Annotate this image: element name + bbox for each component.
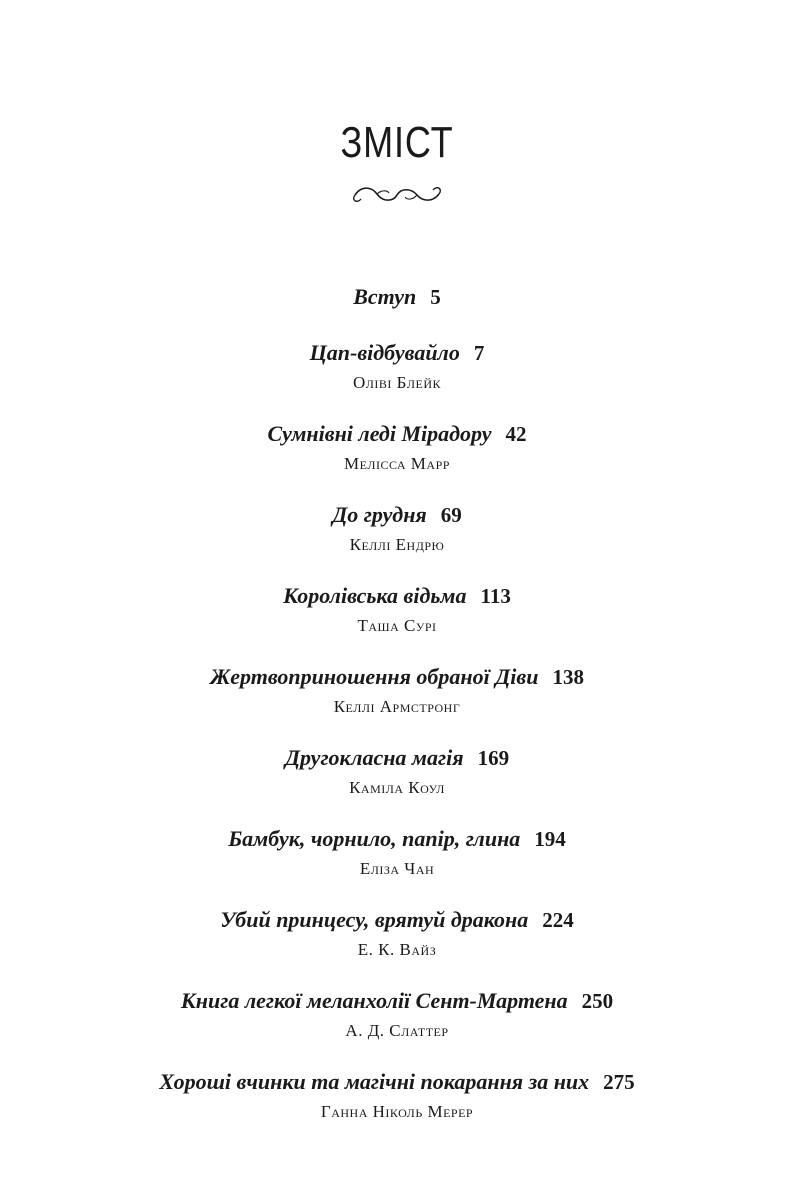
toc-entry-title: Другокласна магія xyxy=(284,745,464,770)
toc-entry[interactable] xyxy=(0,743,794,824)
toc-entry-line xyxy=(0,743,794,773)
toc-page-number: 42 xyxy=(505,422,527,446)
toc-author: Ганна Ніколь Мерер xyxy=(320,1102,474,1121)
toc-entry[interactable] xyxy=(0,824,794,905)
toc-entry-line xyxy=(0,824,794,854)
toc-page-number: 169 xyxy=(477,746,510,770)
page-title: ЗМІСТ xyxy=(340,118,454,167)
toc-entry-line xyxy=(0,1067,794,1097)
toc-entry-line xyxy=(0,581,794,611)
toc-entry-title: Жертвоприношення обраної Діви xyxy=(210,664,539,689)
toc-entry-title: До грудня xyxy=(332,502,427,527)
toc-page-number: 250 xyxy=(581,989,614,1013)
toc-entry[interactable] xyxy=(0,338,794,419)
toc-entry-title: Цап-відбувайло xyxy=(309,340,460,365)
swash-ornament-icon xyxy=(347,182,447,208)
toc-entry-line xyxy=(0,338,794,368)
toc-page-number: 7 xyxy=(473,341,485,365)
toc-entry[interactable] xyxy=(0,282,794,338)
toc-entry-line xyxy=(0,419,794,449)
toc-entry-line xyxy=(0,500,794,530)
toc-entry-line xyxy=(0,662,794,692)
toc-entry-title: Сумнівні леді Мірадору xyxy=(267,421,492,446)
toc-author: Келлі Армстронг xyxy=(333,697,461,716)
toc-author: Каміла Коул xyxy=(349,778,445,797)
toc-author: Таша Сурі xyxy=(357,616,437,635)
toc-entry[interactable] xyxy=(0,905,794,986)
toc-entry[interactable] xyxy=(0,500,794,581)
toc-entry-title: Убий принцесу, врятуй дракона xyxy=(220,907,529,932)
toc-page-number: 5 xyxy=(430,285,441,309)
toc-entry-title: Бамбук, чорнило, папір, глина xyxy=(228,826,521,851)
toc-author: Еліза Чан xyxy=(359,859,435,878)
toc-page-number: 69 xyxy=(440,503,462,527)
toc-page-number: 275 xyxy=(603,1070,635,1094)
toc-author: Мелісса Марр xyxy=(344,454,450,473)
toc-entry-title: Королівська відьма xyxy=(283,583,467,608)
toc-entry[interactable] xyxy=(0,581,794,662)
toc-entry-line xyxy=(0,905,794,935)
toc-entry[interactable] xyxy=(0,1067,794,1148)
toc-entry-title: Книга легкої меланхолії Сент-Мартена xyxy=(180,988,568,1013)
toc-entry[interactable] xyxy=(0,662,794,743)
toc-page-number: 194 xyxy=(534,827,566,851)
toc-entry[interactable] xyxy=(0,419,794,500)
toc-page-number: 138 xyxy=(552,665,584,689)
toc-author: Е. К. Вайз xyxy=(357,940,437,959)
toc-entry-line xyxy=(0,986,794,1016)
toc-entry-line xyxy=(0,282,794,312)
toc-entry-title: Хороші вчинки та магічні покарання за них xyxy=(159,1069,590,1094)
toc-author: Келлі Ендрю xyxy=(349,535,445,554)
table-of-contents xyxy=(0,282,794,1148)
toc-author: А. Д. Слаттер xyxy=(345,1021,449,1040)
toc-entry[interactable] xyxy=(0,986,794,1067)
toc-author: Оліві Блейк xyxy=(352,373,442,392)
toc-page-number: 113 xyxy=(480,584,511,608)
toc-entry-title: Вступ xyxy=(353,284,417,309)
toc-page-number: 224 xyxy=(542,908,574,932)
